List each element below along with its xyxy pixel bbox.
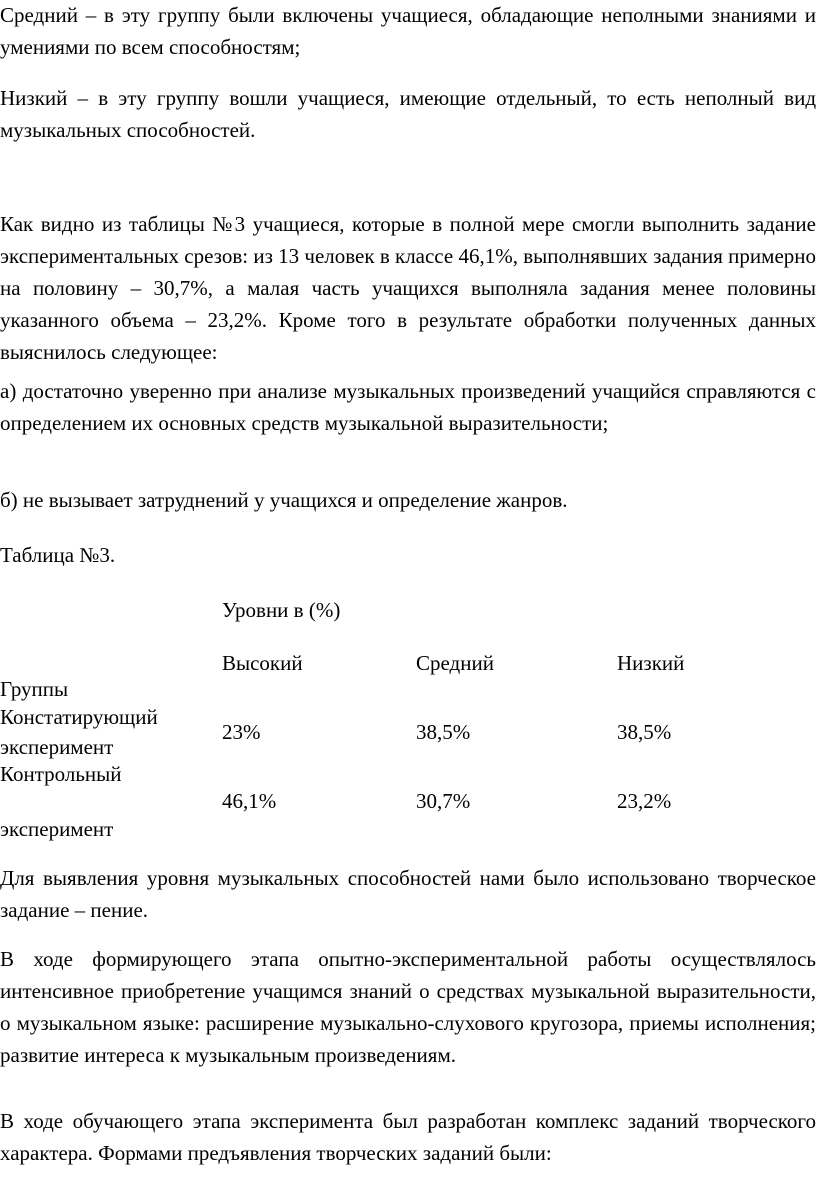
table-cell: 23% [222,720,261,744]
paragraph-item-a: а) достаточно уверенно при анализе музыкальных произведений учащийся справляются с определением их основных средств музыкальной выразительности; [0,379,816,435]
table-levels-header: Уровни в (%) [222,598,341,622]
column-header-low: Низкий [617,651,685,675]
table-caption: Таблица №3. [0,543,116,567]
row-label-line1: Контрольный [0,762,122,786]
column-header-medium: Средний [416,651,494,675]
row-header-groups: Группы [0,677,69,701]
row-label-line2: эксперимент [0,735,114,759]
paragraph-singing-task: Для выявления уровня музыкальных способностей нами было использовано творческое задание – пение. [0,866,816,922]
row-label-line2: эксперимент [0,817,114,841]
paragraph-teaching-stage: В ходе обучающего этапа эксперимента был разработан комплекс заданий творческого характера. Формами предъявления творческих заданий были: [0,1109,816,1165]
column-header-high: Высокий [222,651,303,675]
table-cell: 30,7% [416,789,471,813]
table-cell: 38,5% [416,720,471,744]
row-label-line1: Констатирующий [0,705,158,729]
paragraph-forming-stage: В ходе формирующего этапа опытно-экспериментальной работы осуществлялось интенсивное приобретение учащимся знаний о средствах музыкальной выразительности, о музыкальном языке: расширение музыкально-слухового кругозора, приемы исполнения; развитие интереса к музыкальным произведениям. [0,947,816,1067]
paragraph-low-level: Низкий – в эту группу вошли учащиеся, имеющие отдельный, то есть неполный вид музыкальных способностей. [0,86,816,142]
paragraph-table-analysis: Как видно из таблицы №3 учащиеся, которые в полной мере смогли выполнить задание экспериментальных срезов: из 13 человек в классе 46,1%, выполнявших задания примерно на половину – 30,7%, а малая часть учащихся выполняла задания менее половины указанного объема – 23,2%. Кроме того в результате обработки полученных данных выяснилось следующее: [0,212,816,364]
table-cell: 23,2% [617,789,672,813]
paragraph-medium-level: Средний – в эту группу были включены учащиеся, обладающие неполными знаниями и умениями по всем способностям; [0,3,816,59]
paragraph-item-b: б) не вызывает затруднений у учащихся и определение жанров. [0,488,568,512]
table-cell: 38,5% [617,720,672,744]
table-cell: 46,1% [222,789,277,813]
